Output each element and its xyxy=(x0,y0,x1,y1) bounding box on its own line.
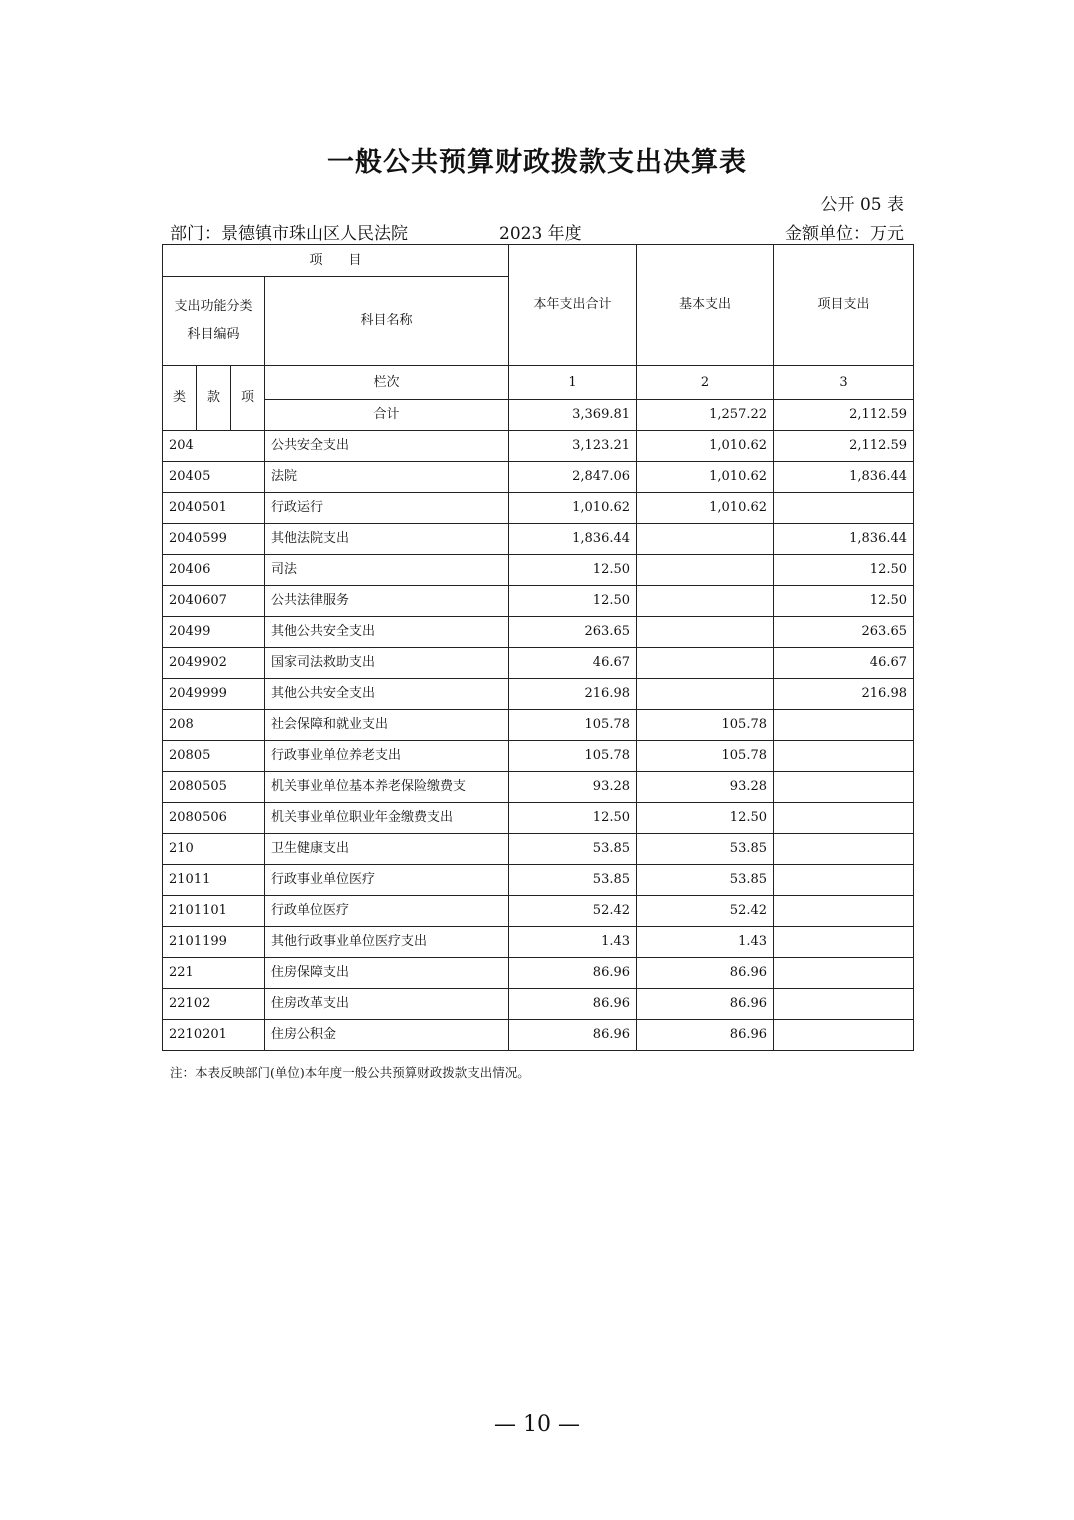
sum-label: 合计 xyxy=(265,400,509,431)
row-basic: 93.28 xyxy=(637,772,774,803)
table-row xyxy=(163,927,914,958)
row-basic: 86.96 xyxy=(637,958,774,989)
table-note: 注：本表反映部门(单位)本年度一般公共预算财政拨款支出情况。 xyxy=(170,1065,530,1080)
row-name: 公共法律服务 xyxy=(265,586,509,617)
table-row xyxy=(163,865,914,896)
row-code: 21011 xyxy=(163,865,265,896)
row-project xyxy=(774,772,914,803)
header-xiang: 项 xyxy=(231,366,265,431)
row-basic: 105.78 xyxy=(637,710,774,741)
row-project xyxy=(774,834,914,865)
header-lei: 类 xyxy=(163,366,197,431)
row-code: 2210201 xyxy=(163,1020,265,1051)
row-name: 公共安全支出 xyxy=(265,431,509,462)
row-total: 2,847.06 xyxy=(509,462,637,493)
row-project: 1,836.44 xyxy=(774,462,914,493)
header-col-no-1: 1 xyxy=(509,366,637,400)
page-number: — 10 — xyxy=(494,1412,580,1437)
row-code: 204 xyxy=(163,431,265,462)
row-name: 行政事业单位医疗 xyxy=(265,865,509,896)
sum-basic: 1,257.22 xyxy=(637,400,774,431)
table-row xyxy=(163,772,914,803)
row-total: 1,836.44 xyxy=(509,524,637,555)
row-project: 1,836.44 xyxy=(774,524,914,555)
row-total: 12.50 xyxy=(509,803,637,834)
row-name: 住房保障支出 xyxy=(265,958,509,989)
table-row xyxy=(163,958,914,989)
table-row xyxy=(163,679,914,710)
row-project xyxy=(774,958,914,989)
table-row xyxy=(163,431,914,462)
row-code: 2040599 xyxy=(163,524,265,555)
row-code: 20805 xyxy=(163,741,265,772)
row-code: 2101199 xyxy=(163,927,265,958)
row-total: 53.85 xyxy=(509,865,637,896)
row-code: 2040501 xyxy=(163,493,265,524)
row-name: 国家司法救助支出 xyxy=(265,648,509,679)
row-code: 2101101 xyxy=(163,896,265,927)
sum-row xyxy=(163,400,914,431)
row-code: 210 xyxy=(163,834,265,865)
header-col-basic: 基本支出 xyxy=(637,245,774,366)
row-basic: 53.85 xyxy=(637,834,774,865)
row-project xyxy=(774,710,914,741)
table-row xyxy=(163,586,914,617)
row-project xyxy=(774,493,914,524)
row-code: 2080506 xyxy=(163,803,265,834)
row-total: 12.50 xyxy=(509,555,637,586)
row-total: 86.96 xyxy=(509,989,637,1020)
row-name: 社会保障和就业支出 xyxy=(265,710,509,741)
row-total: 1.43 xyxy=(509,927,637,958)
row-basic xyxy=(637,679,774,710)
table-row xyxy=(163,493,914,524)
row-project xyxy=(774,865,914,896)
header-col-no-2: 2 xyxy=(637,366,774,400)
budget-table xyxy=(162,244,914,1051)
row-name: 行政运行 xyxy=(265,493,509,524)
row-name: 住房公积金 xyxy=(265,1020,509,1051)
row-code: 22102 xyxy=(163,989,265,1020)
row-basic: 1,010.62 xyxy=(637,493,774,524)
header-project: 项 目 xyxy=(163,245,509,277)
table-row xyxy=(163,834,914,865)
row-basic: 105.78 xyxy=(637,741,774,772)
row-name: 住房改革支出 xyxy=(265,989,509,1020)
table-row xyxy=(163,555,914,586)
row-code: 208 xyxy=(163,710,265,741)
table-row xyxy=(163,710,914,741)
table-row xyxy=(163,648,914,679)
row-project xyxy=(774,927,914,958)
row-basic xyxy=(637,586,774,617)
row-total: 216.98 xyxy=(509,679,637,710)
unit-label: 金额单位：万元 xyxy=(785,224,904,244)
row-total: 1,010.62 xyxy=(509,493,637,524)
row-name: 行政单位医疗 xyxy=(265,896,509,927)
row-project xyxy=(774,989,914,1020)
row-code: 20405 xyxy=(163,462,265,493)
table-row xyxy=(163,462,914,493)
header-row-project xyxy=(163,245,914,277)
row-basic xyxy=(637,617,774,648)
row-name: 司法 xyxy=(265,555,509,586)
row-total: 3,123.21 xyxy=(509,431,637,462)
header-subject-name: 科目名称 xyxy=(265,277,509,366)
row-total: 93.28 xyxy=(509,772,637,803)
header-col-project: 项目支出 xyxy=(774,245,914,366)
row-basic: 52.42 xyxy=(637,896,774,927)
row-name: 机关事业单位基本养老保险缴费支 xyxy=(265,772,509,803)
row-project xyxy=(774,741,914,772)
row-total: 263.65 xyxy=(509,617,637,648)
table-row xyxy=(163,1020,914,1051)
row-code: 2049902 xyxy=(163,648,265,679)
row-name: 机关事业单位职业年金缴费支出 xyxy=(265,803,509,834)
header-func-code: 支出功能分类 科目编码 xyxy=(163,277,265,366)
table-row xyxy=(163,741,914,772)
row-code: 20406 xyxy=(163,555,265,586)
row-project: 12.50 xyxy=(774,586,914,617)
row-code: 2080505 xyxy=(163,772,265,803)
table-row xyxy=(163,896,914,927)
row-basic: 12.50 xyxy=(637,803,774,834)
row-name: 其他行政事业单位医疗支出 xyxy=(265,927,509,958)
row-basic: 86.96 xyxy=(637,1020,774,1051)
row-code: 2040607 xyxy=(163,586,265,617)
table-row xyxy=(163,989,914,1020)
row-name: 法院 xyxy=(265,462,509,493)
table-row xyxy=(163,803,914,834)
header-column-row-label: 栏次 xyxy=(265,366,509,400)
row-project xyxy=(774,896,914,927)
page-title: 一般公共预算财政拨款支出决算表 xyxy=(327,147,747,178)
sum-project: 2,112.59 xyxy=(774,400,914,431)
row-basic: 1,010.62 xyxy=(637,462,774,493)
row-total: 86.96 xyxy=(509,1020,637,1051)
row-basic: 53.85 xyxy=(637,865,774,896)
row-basic: 1,010.62 xyxy=(637,431,774,462)
row-project: 46.67 xyxy=(774,648,914,679)
row-name: 其他公共安全支出 xyxy=(265,617,509,648)
row-total: 46.67 xyxy=(509,648,637,679)
row-total: 12.50 xyxy=(509,586,637,617)
header-row-column-numbers xyxy=(163,366,914,400)
row-name: 卫生健康支出 xyxy=(265,834,509,865)
row-total: 53.85 xyxy=(509,834,637,865)
row-name: 其他公共安全支出 xyxy=(265,679,509,710)
row-code: 2049999 xyxy=(163,679,265,710)
row-project: 263.65 xyxy=(774,617,914,648)
year-label: 2023 年度 xyxy=(499,224,582,244)
header-col-total: 本年支出合计 xyxy=(509,245,637,366)
row-total: 86.96 xyxy=(509,958,637,989)
row-project xyxy=(774,1020,914,1051)
form-number: 公开 05 表 xyxy=(820,195,904,215)
department-label: 部门：景德镇市珠山区人民法院 xyxy=(170,224,408,244)
header-kuan: 款 xyxy=(197,366,231,431)
row-name: 行政事业单位养老支出 xyxy=(265,741,509,772)
row-total: 52.42 xyxy=(509,896,637,927)
sum-total: 3,369.81 xyxy=(509,400,637,431)
row-basic xyxy=(637,648,774,679)
row-name: 其他法院支出 xyxy=(265,524,509,555)
row-total: 105.78 xyxy=(509,710,637,741)
table-row xyxy=(163,524,914,555)
budget-table-body xyxy=(163,245,914,1051)
table-row xyxy=(163,617,914,648)
row-project: 216.98 xyxy=(774,679,914,710)
row-code: 20499 xyxy=(163,617,265,648)
row-total: 105.78 xyxy=(509,741,637,772)
row-code: 221 xyxy=(163,958,265,989)
row-project: 12.50 xyxy=(774,555,914,586)
row-basic: 1.43 xyxy=(637,927,774,958)
header-col-no-3: 3 xyxy=(774,366,914,400)
row-basic xyxy=(637,555,774,586)
row-project xyxy=(774,803,914,834)
row-basic: 86.96 xyxy=(637,989,774,1020)
row-project: 2,112.59 xyxy=(774,431,914,462)
row-basic xyxy=(637,524,774,555)
